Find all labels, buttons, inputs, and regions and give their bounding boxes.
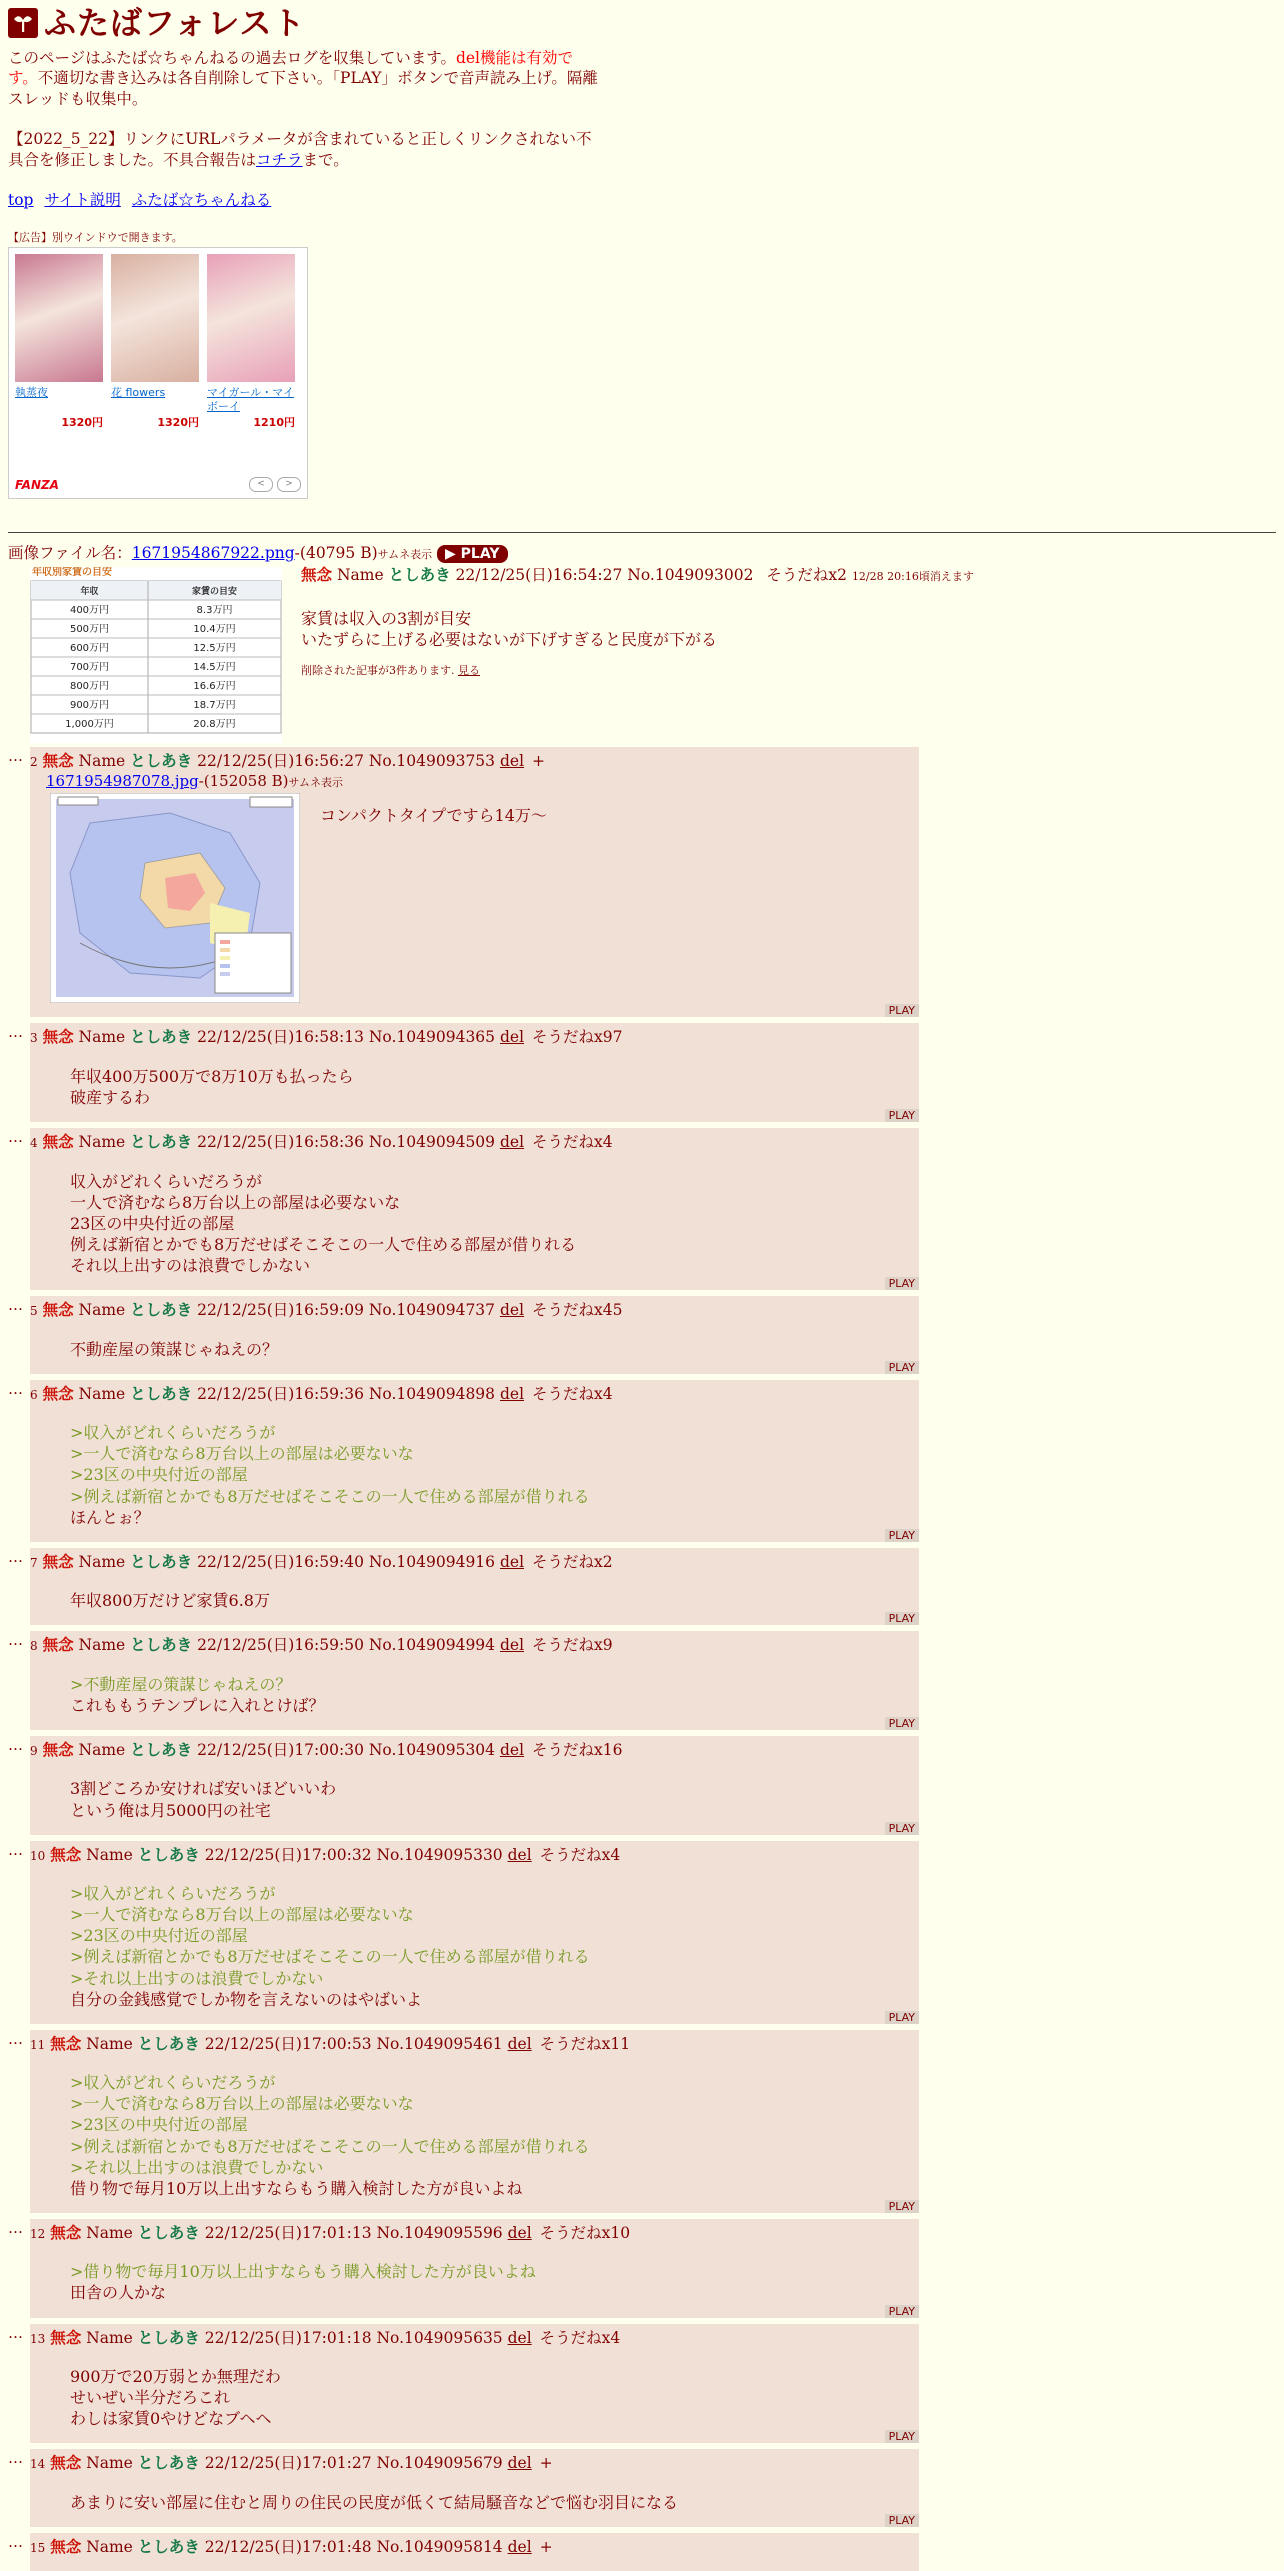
- reply-number: 10: [30, 1848, 46, 1863]
- reply-subject: 無念: [42, 1132, 74, 1152]
- ad-title-link[interactable]: 花 flowers: [111, 386, 166, 400]
- nav-links: [8, 190, 1276, 210]
- reply-datetime: 22/12/25(日)17:00:53 No.1049095461: [204, 2034, 503, 2053]
- reply-body: [30, 2449, 919, 2527]
- op-file-link[interactable]: 1671954867922.png: [131, 544, 295, 563]
- sodane-button[interactable]: そうだねx9: [532, 1636, 613, 1655]
- reply-subject: 無念: [50, 2453, 82, 2473]
- ad-next-button[interactable]: >: [277, 477, 301, 492]
- text-line: 借り物で毎月10万以上出すならもう購入検討した方が良いよね: [70, 2178, 523, 2198]
- reply-datetime: 22/12/25(日)16:59:36 No.1049094898: [197, 1384, 496, 1403]
- quote-line: >一人で済むなら8万台以上の部屋は必要ないな: [70, 2094, 414, 2114]
- reply-name: としあき: [130, 1132, 193, 1152]
- reply-name-label: Name: [86, 2537, 133, 2556]
- report-link[interactable]: コチラ: [256, 150, 303, 169]
- site-notice: 【2022_5_22】リンクにURLパラメータが含まれていると正しくリンクされない不具合を修正しました。不具合報告はコチラまで。: [8, 130, 592, 169]
- reply-subject: 無念: [42, 751, 74, 771]
- reply-play-button[interactable]: PLAY: [885, 2430, 919, 2443]
- reply-name-label: Name: [86, 2223, 133, 2242]
- quote-line: >一人で済むなら8万台以上の部屋は必要ないな: [70, 1905, 414, 1925]
- reply-play-button[interactable]: PLAY: [885, 2011, 919, 2024]
- reply-subject: 無念: [42, 1635, 74, 1655]
- table-cell: 10.4万円: [193, 624, 236, 636]
- reply-subject: 無念: [42, 1027, 74, 1047]
- del-link[interactable]: del: [499, 1384, 525, 1403]
- reply-text: [70, 1883, 919, 2010]
- op-text: 家賃は収入の3割が目安 いたずらに上げる必要はないが下げすぎると民度が下がる: [301, 608, 718, 649]
- reply-dots: …: [8, 2218, 23, 2237]
- reply-name-label: Name: [78, 752, 126, 771]
- del-link[interactable]: del: [499, 1740, 525, 1759]
- text-line: せいぜい半分だろこれ: [70, 2388, 231, 2408]
- reply-post: [8, 1128, 1276, 1290]
- reply-datetime: 22/12/25(日)17:01:18 No.1049095635: [204, 2328, 503, 2347]
- del-link[interactable]: del: [499, 1133, 525, 1152]
- reply-datetime: 22/12/25(日)17:00:32 No.1049095330: [204, 1845, 503, 1864]
- reply-number: 13: [30, 2331, 46, 2346]
- reply-body: [30, 2030, 919, 2213]
- table-header: 年収: [80, 587, 99, 598]
- reply-play-button[interactable]: PLAY: [885, 1109, 919, 1122]
- op-body: 無念 Name としあき 22/12/25(日)16:54:27 No.1049093002 そうだねx2 12/28 20:16頃消えます 家賃は収入の3割が目安 いたずらに上げる必要はないが下げすぎると民度が下がる 削除された記事が3件あります. 見る: [301, 565, 1261, 678]
- reply-subject: 無念: [50, 2327, 82, 2347]
- reply-number: 6: [30, 1387, 38, 1402]
- reply-text: [70, 1171, 919, 1277]
- table-cell: 14.5万円: [193, 662, 236, 674]
- sodane-button[interactable]: そうだねx4: [532, 1133, 613, 1152]
- reply-name-label: Name: [78, 1740, 126, 1759]
- reply-number: 2: [30, 755, 38, 770]
- reply-subject: 無念: [42, 1383, 74, 1403]
- quote-line: >収入がどれくらいだろうが: [70, 2073, 276, 2093]
- reply-text: [70, 2261, 919, 2303]
- reply-play-button[interactable]: PLAY: [885, 1822, 919, 1835]
- sodane-button[interactable]: そうだねx45: [532, 1301, 623, 1320]
- ad-banner: [8, 247, 308, 499]
- reply-post: [8, 1548, 1276, 1626]
- sodane-button[interactable]: そうだねx97: [532, 1028, 623, 1047]
- text-line: それ以上出すのは浪費でしかない: [70, 1256, 311, 1276]
- reply-header: [30, 1300, 919, 1320]
- op-play-button[interactable]: ▶ PLAY: [437, 545, 507, 563]
- reply-post: [8, 1296, 1276, 1374]
- table-cell: 20.8万円: [193, 719, 236, 731]
- reply-body: [30, 1736, 919, 1835]
- reply-body: [30, 1023, 919, 1122]
- del-link[interactable]: del: [507, 1845, 532, 1864]
- table-cell: 500万円: [69, 624, 110, 636]
- reply-header: [30, 1132, 919, 1152]
- fanza-logo[interactable]: FANZA: [15, 478, 59, 493]
- ad-cover-image[interactable]: [111, 254, 199, 382]
- quote-line: >収入がどれくらいだろうが: [70, 1423, 276, 1443]
- quote-line: >例えば新宿とかでも8万だせばそこそこの一人で住める部屋が借りれる: [70, 2136, 590, 2156]
- reply-datetime: 22/12/25(日)16:58:13 No.1049094365: [197, 1028, 496, 1047]
- site-intro: このページはふたば☆ちゃんねるの過去ログを収集しています。del機能は有効です。不適切な書き込みは各自削除して下さい。「PLAY」ボタンで音声読み上げ。隔離スレッドも収集中。: [8, 49, 598, 108]
- nav-link-about[interactable]: サイト説明: [44, 191, 121, 210]
- reply-text: [70, 2366, 919, 2429]
- table-cell: 18.7万円: [193, 700, 236, 712]
- reply-header: [30, 2537, 919, 2557]
- show-deleted-link[interactable]: 見る: [458, 663, 480, 677]
- text-line: 不動産屋の策謀じゃねえの？: [70, 1339, 279, 1359]
- op-datetime: 22/12/25(日)16:54:27 No.1049093002: [455, 566, 754, 585]
- reply-subject: 無念: [50, 2033, 82, 2053]
- reply-datetime: 22/12/25(日)16:58:36 No.1049094509: [197, 1133, 496, 1152]
- quote-line: >それ以上出すのは浪費でしかない: [70, 2157, 324, 2177]
- text-line: コンパクトタイプですら14万〜: [320, 806, 547, 826]
- text-line: これももうテンプレに入れとけば？: [70, 1695, 325, 1715]
- reply-post: [8, 1380, 1276, 1542]
- ad-price: 1320円: [61, 416, 103, 430]
- site-header: [8, 3, 1276, 42]
- reply-body: [30, 1128, 919, 1290]
- reply-datetime: 22/12/25(日)17:01:27 No.1049095679: [204, 2454, 503, 2473]
- reply-name-label: Name: [86, 2328, 133, 2347]
- reply-datetime: 22/12/25(日)17:01:13 No.1049095596: [204, 2223, 503, 2242]
- del-link[interactable]: del: [507, 2537, 532, 2556]
- ad-price: 1210円: [253, 416, 295, 430]
- quote-line: >23区の中央付近の部屋: [70, 1926, 248, 1946]
- sodane-button[interactable]: そうだねx4: [532, 1384, 613, 1403]
- reply-text: [70, 1778, 919, 1820]
- reply-dots: …: [8, 2449, 23, 2468]
- reply-subject: 無念: [50, 2536, 82, 2556]
- text-line: ほんとぉ？: [70, 1507, 150, 1527]
- reply-number: 12: [30, 2226, 46, 2241]
- quote-line: >一人で済むなら8万台以上の部屋は必要ないな: [70, 1444, 414, 1464]
- reply-name-label: Name: [78, 1384, 126, 1403]
- reply-header: [30, 2328, 919, 2348]
- text-line: 自分の金銭感覚でしか物を言えないのはやばいよ: [70, 1989, 423, 2009]
- del-link[interactable]: del: [507, 2454, 532, 2473]
- sodane-button[interactable]: そうだねx10: [539, 2223, 631, 2242]
- text-line: わしは家賃0やけどなブヘヘ: [70, 2409, 272, 2429]
- reply-body: [30, 1296, 919, 1374]
- ad-caption: 【広告】別ウインドウで開きます。: [8, 230, 183, 244]
- reply-dots: …: [8, 1735, 23, 1754]
- reply-play-button[interactable]: PLAY: [885, 1529, 919, 1542]
- ad-item[interactable]: [15, 254, 103, 431]
- reply-subject: 無念: [42, 1300, 74, 1320]
- op-image-rent-table[interactable]: [30, 567, 282, 743]
- ad-price: 1320円: [157, 416, 199, 430]
- reply-name: としあき: [137, 1844, 200, 1864]
- reply-post: [8, 747, 1276, 1017]
- ad-item[interactable]: [207, 254, 295, 431]
- reply-text: [70, 2492, 919, 2513]
- reply-name-label: Name: [78, 1133, 126, 1152]
- reply-body: [30, 747, 919, 1017]
- table-cell: 1,000万円: [65, 719, 114, 731]
- op-name: としあき: [388, 565, 451, 585]
- reply-name: としあき: [137, 2033, 200, 2053]
- reply-post: [8, 2324, 1276, 2444]
- table-cell: 400万円: [69, 605, 110, 617]
- reply-post: [8, 1631, 1276, 1730]
- reply-name-label: Name: [86, 2454, 133, 2473]
- reply-dots: …: [8, 1128, 23, 1147]
- table-cell: 700万円: [69, 662, 110, 674]
- reply-play-button[interactable]: PLAY: [885, 2514, 919, 2527]
- table-cell: 8.3万円: [196, 605, 233, 617]
- text-line: 収入がどれくらいだろうが: [70, 1171, 263, 1191]
- divider: [8, 532, 1276, 533]
- reply-name: としあき: [130, 1383, 193, 1403]
- reply-name: としあき: [130, 1300, 193, 1320]
- quote-line: >例えば新宿とかでも8万だせばそこそこの一人で住める部屋が借りれる: [70, 1947, 590, 1967]
- reply-subject: 無念: [50, 2222, 82, 2242]
- reply-dots: …: [8, 1296, 23, 1315]
- reply-name-label: Name: [86, 1845, 133, 1864]
- reply-header: [30, 2453, 919, 2473]
- quote-line: >借り物で毎月10万以上出すならもう購入検討した方が良いよね: [70, 2262, 536, 2282]
- table-header: 家賃の目安: [191, 587, 238, 598]
- reply-number: 15: [30, 2540, 46, 2555]
- text-line: という俺は月5000円の社宅: [70, 1800, 271, 1820]
- reply-name: としあき: [137, 2536, 200, 2556]
- table-cell: 600万円: [69, 643, 110, 655]
- reply-datetime: 22/12/25(日)17:01:48 No.1049095814: [204, 2537, 503, 2556]
- sodane-plus-button[interactable]: +: [532, 752, 546, 771]
- reply-text: [70, 1066, 919, 1108]
- reply-datetime: 22/12/25(日)16:59:40 No.1049094916: [197, 1552, 496, 1571]
- quote-line: >不動産屋の策謀じゃねえの？: [70, 1674, 292, 1694]
- del-link[interactable]: del: [499, 1552, 525, 1571]
- reply-dots: …: [8, 2532, 23, 2551]
- reply-name: としあき: [137, 2453, 200, 2473]
- reply-datetime: 22/12/25(日)16:59:50 No.1049094994: [197, 1636, 496, 1655]
- sodane-button[interactable]: そうだねx4: [539, 1845, 621, 1864]
- sodane-button[interactable]: そうだねx4: [539, 2328, 621, 2347]
- reply-name: としあき: [130, 751, 193, 771]
- del-link[interactable]: del: [499, 1301, 525, 1320]
- reply-text: [320, 805, 547, 1003]
- table-cell: 900万円: [69, 700, 110, 712]
- reply-name: としあき: [137, 2222, 200, 2242]
- sodane-plus-button[interactable]: +: [539, 2537, 553, 2556]
- reply-number: 8: [30, 1639, 38, 1654]
- reply-play-button[interactable]: PLAY: [885, 2305, 919, 2318]
- reply-text: [70, 1339, 919, 1360]
- reply-number: 9: [30, 1743, 38, 1758]
- ad-cover-image[interactable]: [15, 254, 103, 382]
- op-file-info: 画像ファイル名：1671954867922.png-(40795 B)サムネ表示 ▶ PLAY: [8, 543, 1276, 563]
- ad-title-link[interactable]: マイガール・マイボーイ: [207, 386, 295, 413]
- reply-header: [30, 2034, 919, 2054]
- deleted-note: 削除された記事が3件あります. 見る: [301, 663, 480, 677]
- sodane-button[interactable]: そうだねx16: [532, 1740, 623, 1759]
- reply-post: [8, 2449, 1276, 2527]
- reply-subject: 無念: [42, 1551, 74, 1571]
- reply-name-label: Name: [78, 1028, 126, 1047]
- del-link[interactable]: del: [507, 2223, 532, 2242]
- reply-name-label: Name: [78, 1552, 126, 1571]
- reply-dots: …: [8, 2323, 23, 2342]
- reply-body: [30, 1380, 919, 1542]
- text-line: 例えば新宿とかでも8万だせばそこそこの一人で住める部屋が借りれる: [70, 1234, 577, 1254]
- text-line: あまりに安い部屋に住むと周りの住民の民度が低くて結局騒音などで悩む羽目になる: [70, 2492, 679, 2512]
- reply-play-button[interactable]: PLAY: [885, 2200, 919, 2213]
- reply-post: [8, 2219, 1276, 2318]
- reply-play-button[interactable]: PLAY: [885, 1717, 919, 1730]
- sodane-plus-button[interactable]: +: [539, 2454, 553, 2473]
- quote-line: >例えば新宿とかでも8万だせばそこそこの一人で住める部屋が借りれる: [70, 1486, 590, 1506]
- reply-text: [70, 1422, 919, 1528]
- ad-title-link[interactable]: 執蒸夜: [15, 386, 48, 400]
- del-link[interactable]: del: [499, 1636, 525, 1655]
- reply-file-info: 1671954987078.jpg-(152058 B)サムネ表示: [46, 771, 343, 790]
- reply-name-label: Name: [78, 1636, 126, 1655]
- reply-name: としあき: [130, 1635, 193, 1655]
- reply-header: [30, 1384, 919, 1404]
- reply-number: 3: [30, 1031, 38, 1046]
- nav-link-futaba[interactable]: ふたば☆ちゃんねる: [131, 191, 272, 210]
- op-expire: 12/28 20:16頃消えます: [851, 570, 974, 584]
- del-link[interactable]: del: [499, 1028, 525, 1047]
- site-title[interactable]: ふたばフォレスト: [44, 3, 306, 42]
- reply-header: [30, 1027, 919, 1047]
- reply-body: [30, 1841, 919, 2024]
- leaf-logo-icon[interactable]: [8, 8, 38, 38]
- reply-subject: 無念: [42, 1739, 74, 1759]
- table-cell: 12.5万円: [193, 643, 236, 655]
- op-post: [8, 543, 1276, 733]
- reply-body: [30, 1548, 919, 1626]
- reply-text: [70, 2072, 919, 2199]
- text-line: 23区の中央付近の部屋: [70, 1213, 235, 1233]
- reply-header: [30, 1552, 919, 1572]
- reply-dots: …: [8, 1023, 23, 1042]
- reply-number: 4: [30, 1136, 38, 1151]
- reply-list: [8, 747, 1276, 2571]
- table-header-bg: [31, 581, 281, 600]
- reply-dots: …: [8, 747, 23, 766]
- ad-cover-image[interactable]: [207, 254, 295, 382]
- quote-line: >収入がどれくらいだろうが: [70, 1884, 276, 1904]
- reply-post: [8, 2030, 1276, 2213]
- text-line: 年収800万だけど家賃6.8万: [70, 1591, 270, 1611]
- table-cell: 800万円: [69, 681, 110, 693]
- reply-play-button[interactable]: PLAY: [885, 1004, 919, 1017]
- reply-name-label: Name: [78, 1301, 126, 1320]
- reply-body: [30, 2324, 919, 2444]
- reply-play-button[interactable]: PLAY: [885, 1612, 919, 1625]
- reply-dots: …: [8, 1379, 23, 1398]
- quote-line: >それ以上出すのは浪費でしかない: [70, 1968, 324, 1988]
- text-line: 一人で済むなら8万台以上の部屋は必要ないな: [70, 1192, 401, 1212]
- del-link[interactable]: del: [507, 2328, 532, 2347]
- op-sodane[interactable]: そうだねx2: [766, 566, 847, 585]
- reply-datetime: 22/12/25(日)16:59:09 No.1049094737: [197, 1301, 496, 1320]
- reply-dots: …: [8, 1631, 23, 1650]
- reply-number: 14: [30, 2457, 46, 2472]
- quote-line: >23区の中央付近の部屋: [70, 2115, 248, 2135]
- reply-file-link[interactable]: 1671954987078.jpg: [46, 771, 199, 790]
- reply-subject: 無念: [50, 1844, 82, 1864]
- reply-number: 7: [30, 1555, 38, 1570]
- reply-number: 5: [30, 1304, 38, 1319]
- sodane-button[interactable]: そうだねx11: [539, 2034, 631, 2053]
- reply-dots: …: [8, 2029, 23, 2048]
- reply-name: としあき: [130, 1739, 193, 1759]
- reply-body: [30, 2533, 919, 2571]
- reply-play-button[interactable]: PLAY: [885, 1361, 919, 1374]
- reply-name: としあき: [130, 1551, 193, 1571]
- sodane-button[interactable]: そうだねx2: [532, 1552, 613, 1571]
- thumb-toggle[interactable]: サムネ表示: [377, 548, 433, 562]
- reply-dots: …: [8, 1547, 23, 1566]
- text-line: 年収400万500万で8万10万も払ったら: [70, 1066, 354, 1086]
- reply-text: [70, 1590, 919, 1611]
- thumb-toggle[interactable]: サムネ表示: [288, 775, 343, 789]
- reply-datetime: 22/12/25(日)17:00:30 No.1049095304: [197, 1740, 496, 1759]
- ad-item[interactable]: [111, 254, 199, 431]
- text-line: 破産するわ: [70, 1088, 151, 1108]
- reply-map-image[interactable]: [50, 793, 300, 1003]
- reply-header: [30, 751, 919, 771]
- nav-link-top[interactable]: top: [8, 191, 34, 210]
- reply-header: [30, 1635, 919, 1655]
- reply-post: [8, 1736, 1276, 1835]
- reply-header: [30, 2223, 919, 2243]
- reply-name: としあき: [137, 2327, 200, 2347]
- table-cell: 16.6万円: [193, 681, 236, 693]
- reply-dots: …: [8, 1840, 23, 1859]
- reply-name: としあき: [130, 1027, 193, 1047]
- reply-post: [8, 1841, 1276, 2024]
- reply-header: [30, 1845, 919, 1865]
- text-line: 3割どころか安ければ安いほどいいわ: [70, 1779, 337, 1799]
- reply-post: [8, 2533, 1276, 2571]
- table-title: 年収別家賃の目安: [32, 567, 112, 579]
- ad-prev-button[interactable]: <: [249, 477, 273, 492]
- reply-number: 11: [30, 2037, 46, 2052]
- text-line: 900万で20万弱とか無理だわ: [70, 2366, 281, 2386]
- reply-body: [30, 2219, 919, 2318]
- quote-line: >23区の中央付近の部屋: [70, 1465, 248, 1485]
- reply-body: [30, 1631, 919, 1730]
- op-subject: 無念: [301, 565, 333, 585]
- text-line: 田舎の人かな: [70, 2283, 167, 2303]
- reply-post: [8, 1023, 1276, 1122]
- reply-name-label: Name: [86, 2034, 133, 2053]
- del-link[interactable]: del: [499, 752, 525, 771]
- reply-play-button[interactable]: PLAY: [885, 1277, 919, 1290]
- reply-text: [70, 1674, 919, 1716]
- del-link[interactable]: del: [507, 2034, 532, 2053]
- reply-datetime: 22/12/25(日)16:56:27 No.1049093753: [197, 752, 496, 771]
- reply-header: [30, 1740, 919, 1760]
